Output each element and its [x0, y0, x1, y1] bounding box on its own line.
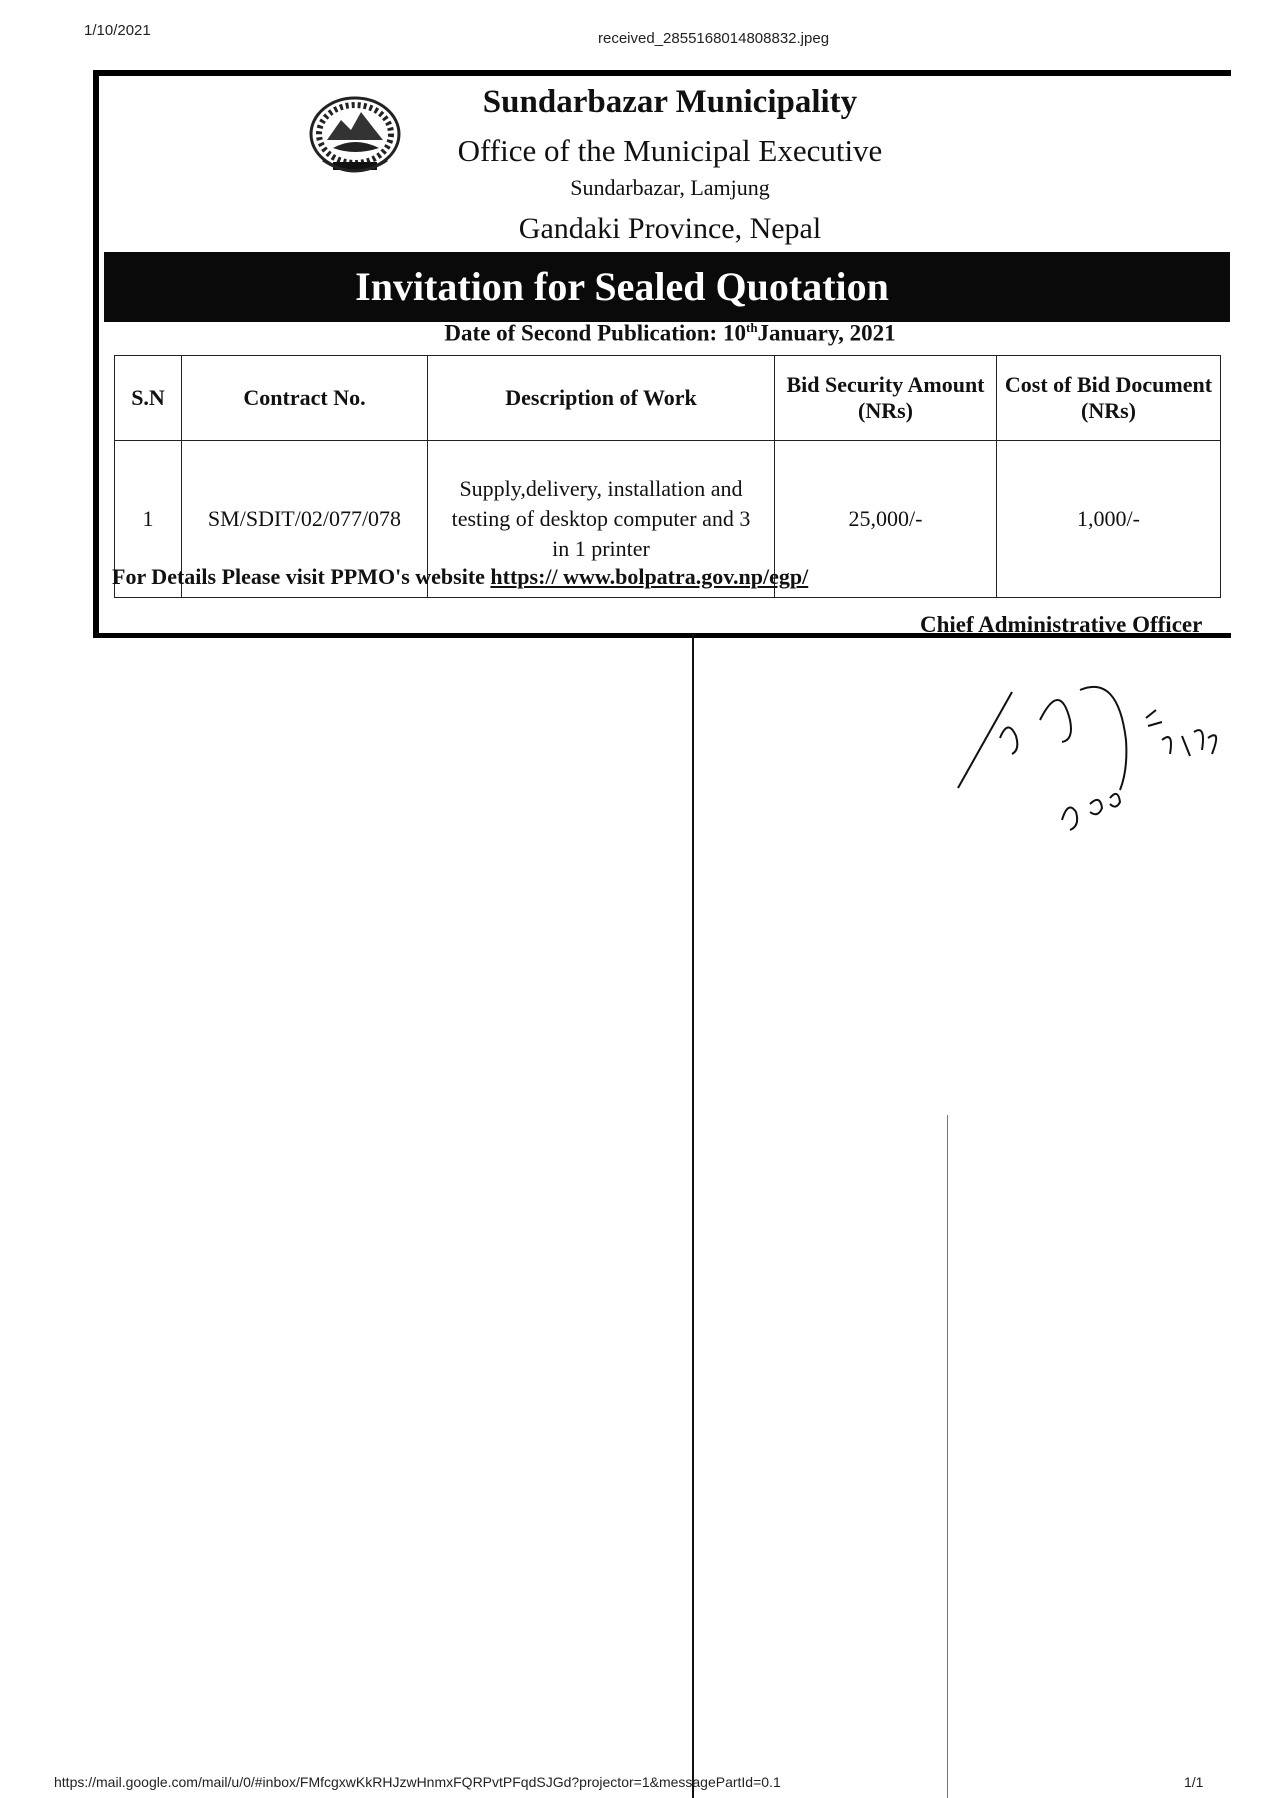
scan-fold-line: [947, 1115, 948, 1798]
header-sn: S.N: [115, 356, 182, 441]
publication-date-rest: January, 2021: [757, 320, 896, 346]
publication-label: Date of Second Publication: 10: [444, 320, 746, 346]
table-header-row: [115, 356, 1221, 441]
office-location: Sundarbazar, Lamjung: [570, 175, 770, 200]
header-description: Description of Work: [428, 356, 775, 441]
print-footer-url: https://mail.google.com/mail/u/0/#inbox/FMfcgxwKkRHJzwHnmxFQRPvtPFqdSJGd?projector=1&messagePartId=0.1: [54, 1774, 781, 1790]
cell-sn: 1: [115, 441, 182, 598]
details-text: For Details Please visit PPMO's website: [112, 564, 485, 589]
notice-title: Invitation for Sealed Quotation: [355, 264, 889, 309]
ppmo-website-link[interactable]: https:// www.bolpatra.gov.np/egp/: [490, 564, 809, 589]
org-name: Sundarbazar Municipality: [482, 84, 858, 120]
header-contract-no: Contract No.: [182, 356, 428, 441]
details-line: [112, 564, 808, 590]
signer-title: Chief Administrative Officer: [920, 612, 1203, 637]
province-name: Gandaki Province, Nepal: [518, 212, 822, 245]
scan-fold-line: [692, 634, 694, 1798]
handwritten-signature-icon: [950, 680, 1271, 860]
cell-contract-no: SM/SDIT/02/077/078: [182, 441, 428, 598]
publication-date: [400, 320, 940, 347]
print-date: 1/10/2021: [84, 22, 151, 39]
publication-ordinal: th: [745, 320, 758, 335]
title-banner: [104, 252, 1230, 322]
header-bid-security: Bid Security Amount (NRs): [775, 356, 997, 441]
cell-doc-cost: 1,000/-: [997, 441, 1221, 598]
header-doc-cost: Cost of Bid Document (NRs): [997, 356, 1221, 441]
cell-bid-security: 25,000/-: [775, 441, 997, 598]
cell-description: Supply,delivery, installation and testing of desktop computer and 3 in 1 printer: [428, 441, 775, 598]
quotation-table: [114, 355, 1221, 598]
print-filename: received_2855168014808832.jpeg: [598, 30, 830, 47]
print-page-number: 1/1: [1184, 1774, 1204, 1790]
office-name: Office of the Municipal Executive: [457, 133, 883, 168]
